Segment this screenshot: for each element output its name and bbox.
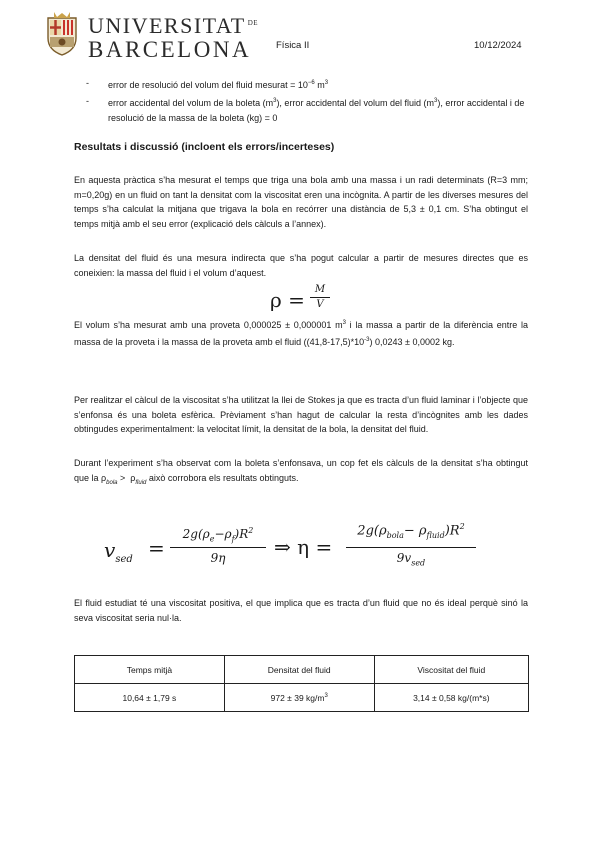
paragraph-method: En aquesta pràctica s’ha mesurat el temps que triga una bola amb una massa i un radi determinats (R=3 mm; m=0,20g) en un fluid on tant la densitat com la viscositat eren una incògnita. A partir de les diverses mesures del temps s’ha calculat la mitjana que trigava la bola en recórrer una distància de 5,3 ± 0,1 cm. S’ha obtingut el temps mitjà amb el seu error (explicació dels càlculs a l’annex). [74, 175, 528, 229]
table-header-row [75, 656, 529, 684]
table-header-cell: Temps mitjà [75, 656, 225, 684]
document-date: 10/12/2024 [474, 40, 522, 51]
bullet-dash: - [86, 96, 89, 106]
bullet-dash: - [86, 78, 89, 88]
table-cell: 10,64 ± 1,79 s [75, 684, 225, 712]
bullet-text: error de resolució del volum del fluid mesurat = $10^{-6}$ $m^3$ [108, 80, 329, 90]
paragraph-density-intro: La densitat del fluid és una mesura indirecta que s’ha pogut calcular a partir de mesures directes que es coneixien: la massa del fluid i el volum d’aquest. [74, 253, 528, 278]
university-wordmark [88, 15, 258, 61]
stokes-formula: $v_{sed}$ = $2g(\rho_e-\rho_f)R^2$ 9η ⇒ η = $2g(\rho_{bola}- \rho_{fluid})R^2$ $9v_{sed}$ [104, 520, 524, 580]
section-title: Resultats i discussió (incloent els errors/incerteses) [74, 141, 335, 153]
results-table [74, 655, 529, 712]
paragraph-observation: Durant l’experiment s’ha observat com la boleta s’enfonsava, un cop fet els càlculs de la densitat s’ha obtingut que la $\rho_{bola} > \rho_{fluid}$ això corrobora els resultats obtinguts. [74, 458, 528, 486]
table-row [75, 684, 529, 712]
course-name: Física II [276, 40, 310, 51]
logo-de: DE [247, 18, 259, 27]
logo-line-barcelona: BARCELONA [88, 37, 252, 62]
table-cell: 972 ± 39 $kg/m^3$ [224, 684, 374, 712]
list-item [86, 76, 526, 90]
logo-line-universitat: UNIVERSITAT [88, 13, 246, 38]
university-crest-icon [44, 12, 80, 56]
table-cell: 3,14 ± 0,58 kg/(m*s) [374, 684, 528, 712]
table-header-cell: Viscositat del fluid [374, 656, 528, 684]
bullet-text: error accidental del volum de la boleta $(m^3)$, error accidental del volum del fluid $(m^3)$, error accidental i de resolució de la massa de la boleta (kg) = 0 [108, 98, 525, 123]
paragraph-stokes: Per realitzar el càlcul de la viscositat s’ha utilitzat la llei de Stokes ja que es tracta d’un fluid laminar i l’objecte que s’enfonsa és una boleta esfèrica. Prèviament s’han hagut de calcular la resta d’incògnites amb les dades obtingudes experimentalment: la velocitat límit, la densitat de la bola, la densitat del fluid. [74, 395, 528, 435]
paragraph-volume-mass: El volum s’ha mesurat amb una proveta 0,000025 ± 0,000001 $m^3$ i la massa a partir de la diferència entre la massa de la proveta i la massa de la proveta amb el fluid $((41,8-17,5)*10^{-3}) 0,0243 \pm 0,0002$ kg. [74, 320, 528, 347]
density-formula: ρ = M V [270, 284, 350, 314]
paragraph-conclusion: El fluid estudiat té una viscositat positiva, el que implica que es tracta d’un fluid que no és ideal perquè sinó la seva viscositat seria nul·la. [74, 598, 528, 623]
list-item [86, 94, 526, 124]
table-header-cell: Densitat del fluid [224, 656, 374, 684]
